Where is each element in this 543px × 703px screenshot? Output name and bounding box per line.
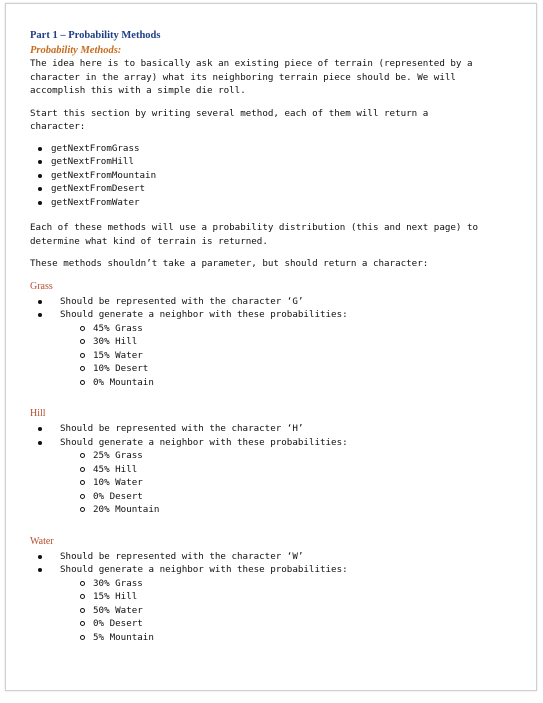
probability-item: 50% Water (60, 604, 516, 618)
start-line: character: (30, 121, 86, 132)
list-item (30, 436, 516, 517)
start-paragraph (30, 107, 516, 134)
method-list (30, 142, 516, 210)
method-item: getNextFromHill (30, 155, 516, 169)
section-heading-grass: Grass (30, 280, 53, 292)
list-item (30, 563, 516, 644)
list-item (30, 422, 516, 436)
param-paragraph: These methods shouldn’t take a parameter, but should return a character: (30, 258, 429, 269)
probability-item: 30% Hill (60, 335, 516, 349)
probability-item: 30% Grass (60, 577, 516, 591)
intro-paragraph (30, 57, 516, 98)
intro-line: character in the array) what its neighboring terrain piece should be. We will (30, 71, 456, 83)
method-item: getNextFromDesert (30, 182, 516, 196)
probability-item: 20% Mountain (60, 503, 516, 517)
section-list-grass (30, 295, 516, 390)
probability-item: 15% Water (60, 349, 516, 363)
section-heading-water: Water (30, 535, 54, 547)
distribution-line: Each of these methods will use a probability distribution (this and next page) to (30, 222, 479, 233)
probability-item: 0% Desert (60, 617, 516, 631)
probability-list (60, 449, 516, 517)
probability-item: 0% Mountain (60, 376, 516, 390)
probability-item: 45% Grass (60, 322, 516, 336)
probability-item: 10% Water (60, 476, 516, 490)
represented-text: Should be represented with the character ‘G’ (60, 295, 304, 307)
intro-line: accomplish this with a simple die roll. (30, 85, 246, 96)
document-page (5, 3, 537, 691)
generate-text: Should generate a neighbor with these probabilities: (60, 309, 348, 320)
section-heading-hill: Hill (30, 408, 46, 419)
list-item (30, 550, 516, 564)
section-list-hill (30, 422, 516, 517)
section-subtitle: Probability Methods: (30, 45, 122, 56)
represented-text: Should be represented with the character ‘W’ (60, 550, 304, 562)
probability-item: 45% Hill (60, 463, 516, 477)
section-list-water (30, 550, 516, 645)
represented-text: Should be represented with the character ‘H’ (60, 423, 304, 434)
generate-text: Should generate a neighbor with these probabilities: (60, 436, 348, 448)
probability-item: 0% Desert (60, 490, 516, 504)
probability-item: 5% Mountain (60, 631, 516, 645)
method-item: getNextFromWater (30, 196, 516, 210)
probability-item: 25% Grass (60, 449, 516, 463)
method-item: getNextFromGrass (30, 142, 516, 156)
list-item (30, 308, 516, 389)
probability-list (60, 322, 516, 390)
probability-item: 15% Hill (60, 590, 516, 604)
generate-text: Should generate a neighbor with these probabilities: (60, 564, 348, 575)
list-item (30, 295, 516, 309)
part-title: Part 1 – Probability Methods (30, 30, 161, 41)
probability-list (60, 577, 516, 645)
method-item: getNextFromMountain (30, 169, 516, 183)
distribution-line: determine what kind of terrain is returned. (30, 235, 268, 247)
distribution-paragraph (30, 221, 516, 248)
intro-line: The idea here is to basically ask an existing piece of terrain (represented by a (30, 58, 473, 69)
probability-item: 10% Desert (60, 362, 516, 376)
start-line: Start this section by writing several method, each of them will return a (30, 107, 429, 119)
